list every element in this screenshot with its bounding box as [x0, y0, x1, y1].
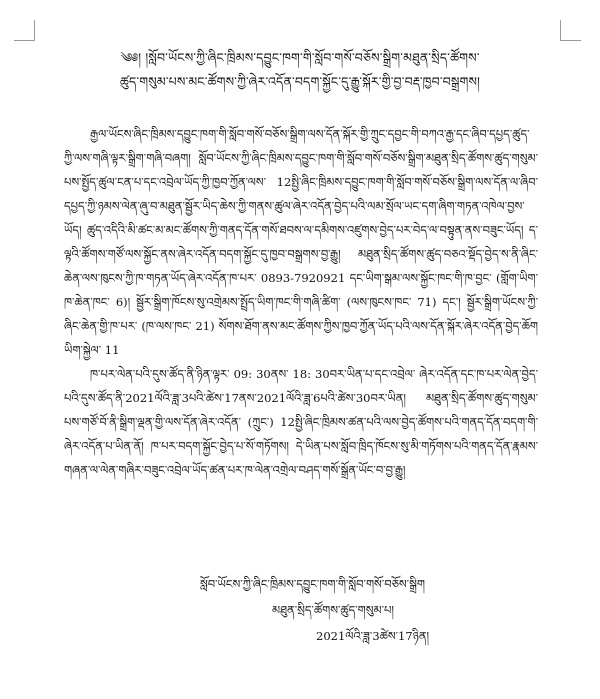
signature-organization: སློབ་ཡོངས་ཀྱི་ཞིང་ཁྲིམས་དབྱུང་ཁག་གི་སློབ་གསོ་བཅོས་སྒྲིག: [200, 577, 425, 591]
crop-mark-top-right: [560, 20, 581, 41]
signature-date: 2021ལོའི་ཟླ་3ཚེས་17ཉིན།: [316, 629, 430, 643]
title-line-1: ༄༅། །སློབ་ཡོངས་ཀྱི་ཞིང་ཁྲིམས་དབྱུང་ཁག་གི་སློབ་གསོ་བཅོས་སྒྲིག་མཐུན་སྲིད་ཚོགས་: [120, 50, 480, 65]
document-title: [40, 46, 560, 94]
crop-mark-top-left: [14, 20, 35, 41]
paragraph-1: རྒྱལ་ཡོངས་ཞིང་ཁྲིམས་དབྱུང་ཁག་གི་སློབ་གསོ་བཅོས་སྒྲིག་ལས་དོན་སྐོར་གྱི་ཀྲུང་དབྱང་གི་བཀའ་རྒྱ་དང་ཞིབ་དཔྱད་ཚུད་ཀྱི་ལས་གཞི་ལྟར་སྒྲིག་གཞི་བཞག། སློབ་ཡོངས་ཀྱི་ཞིང་ཁྲིམས་དབྱུང་ཁག་གི་སློབ་གསོ་བཅོས་སྒྲིག་མཐུན་སྲིད་ཚོགས་ཚུད་གསུམ་པས་སྤྱོད་ཚུལ་ངན་པ་དང་འབྲེལ་ཡོད་ཀྱི་ཁྱབ་ཀྱོན་ལས་ 12སྤྱི་ཞིང་ཁྲིམས་དབྱུང་ཁག་གི་སློབ་གསོ་བཅོས་སྒྲིག་ལས་དོན་ལ་ཞིབ་དཔྱད་ཀྱི་ཉམས་ལེན་ཞུ་བ་མཐུན་སྦྱོར་ཡིད་ཆེས་ཀྱི་གནས་ཚུལ་ཞེར་འདོན་བྱེད་པའི་ལམ་སྲོལ་ཡང་དག་ཞིག་གཏན་འཁེལ་བྱས་ཡོད། ཚུད་འདིའི་མི་ཚང་མ་མང་ཚོགས་ཀྱི་གནད་དོན་གསོ་ཐབས་ལ་དམིགས་འཛུགས་བྱེད་པར་བེད་ལ་བསྟུན་ནས་བཟུང་ཡོད། ད་ལྟའི་ཚོགས་གཙོ་ལས་སྐྱོང་ནས་ཞེར་འདོན་བདག་སྐྱོང་དུ་ཁྱབ་བསྒྲགས་བྱ་རྒྱུ། མཐུན་སྲིད་ཚོགས་ཚུད་བཅའ་སྡོད་བྱེད་ས་ནི་ཞིང་ཆེན་ལས་ཁུངས་ཀྱི་ཁ་གཏན་ཡོད་ཞེར་འདོན་ཁ་པར་ 0893-7920921 དང་ཡིག་སྒམ་ལས་སྐྱོང་ཁང་གི་ཁ་བྱང་ (གློག་ཡིག་ཁ་ཆེན་ཁང་ 6)། སྦྱོར་སྒྲིག་ཁོངས་སུ་འགྲེམས་སྤྲོད་ཡིག་ཁང་གི་གཞི་ཚིག་ (ལས་ཁུངས་ཁང་ 71) དང་། སྦྱོར་སྒྲིག་ཡོངས་ཀྱི་ཞིང་ཆེན་གྱི་ཁ་པར་ (ཁ་ལས་ཁང་ 21) སོགས་ཐོག་ནས་མང་ཚོགས་ཀྱིས་ཁྱབ་ཀྱོན་ཡོད་པའི་ལས་དོན་སྐོར་ཞེར་འདོན་བྱེད་ཆོག ཡིག་སྐྱེལ་ 11: [64, 127, 538, 357]
title-line-2: ཚུད་གསུམ་པས་མང་ཚོགས་ཀྱི་ཞེར་འདོན་བདག་སྐྱོང་དུ་རྒྱུ་སྐོར་གྱི་བྱ་བརྡ་ཁྱབ་བསྒྲགས།: [119, 74, 481, 89]
signature-team: མཐུན་སྲིད་ཚོགས་ཚུད་གསུམ་པ།: [272, 603, 394, 617]
document-body: [64, 122, 538, 482]
paragraph-2: ཁ་པར་ལེན་པའི་དུས་ཚོད་ནི་ཉིན་ལྟར་ 09: 30ནས་ 18: 30བར་ཡིན་པ་དང་འབྲེལ་ ཞེར་འདོན་དང་ཁ་པར་ལེན་བྱེད་པའི་དུས་ཚོད་ནི་2021ལོའི་ཟླ་3པའི་ཚེས་17ནས་2021ལོའི་ཟླ་6པའི་ཚེས་30བར་ཡིན། མཐུན་སྲིད་ཚོགས་ཚུད་གསུམ་པས་གཙོ་བོ་ནི་སྒྲིག་ལྡན་གྱི་ལས་དོན་ཞེར་འདོན་ (ཀྲུང་) 12སྤྱི་ཞིང་ཁྲིམས་ཚན་པའི་ལས་བྱེད་ཚོགས་པའི་གནད་དོན་བདག་གི་ཞེར་འདོན་པ་ཡིན་ནོ། ཁ་པར་བདག་སྐྱོང་བྱེད་པ་སོ་གཏོགས། དེ་ཡིན་པས་སློབ་ཁྲིད་ཁོངས་སུ་མི་གཏོགས་པའི་གནད་དོན་རྣམས་གཞན་ལ་ལེན་གཞིར་བཟུང་འབྲེལ་ཡོད་ཚན་པར་ཁ་ལེན་འགྲེལ་བཤད་གསོ་སྒྲོན་ཡོང་བ་བྱ་རྒྱུ།: [64, 367, 538, 477]
